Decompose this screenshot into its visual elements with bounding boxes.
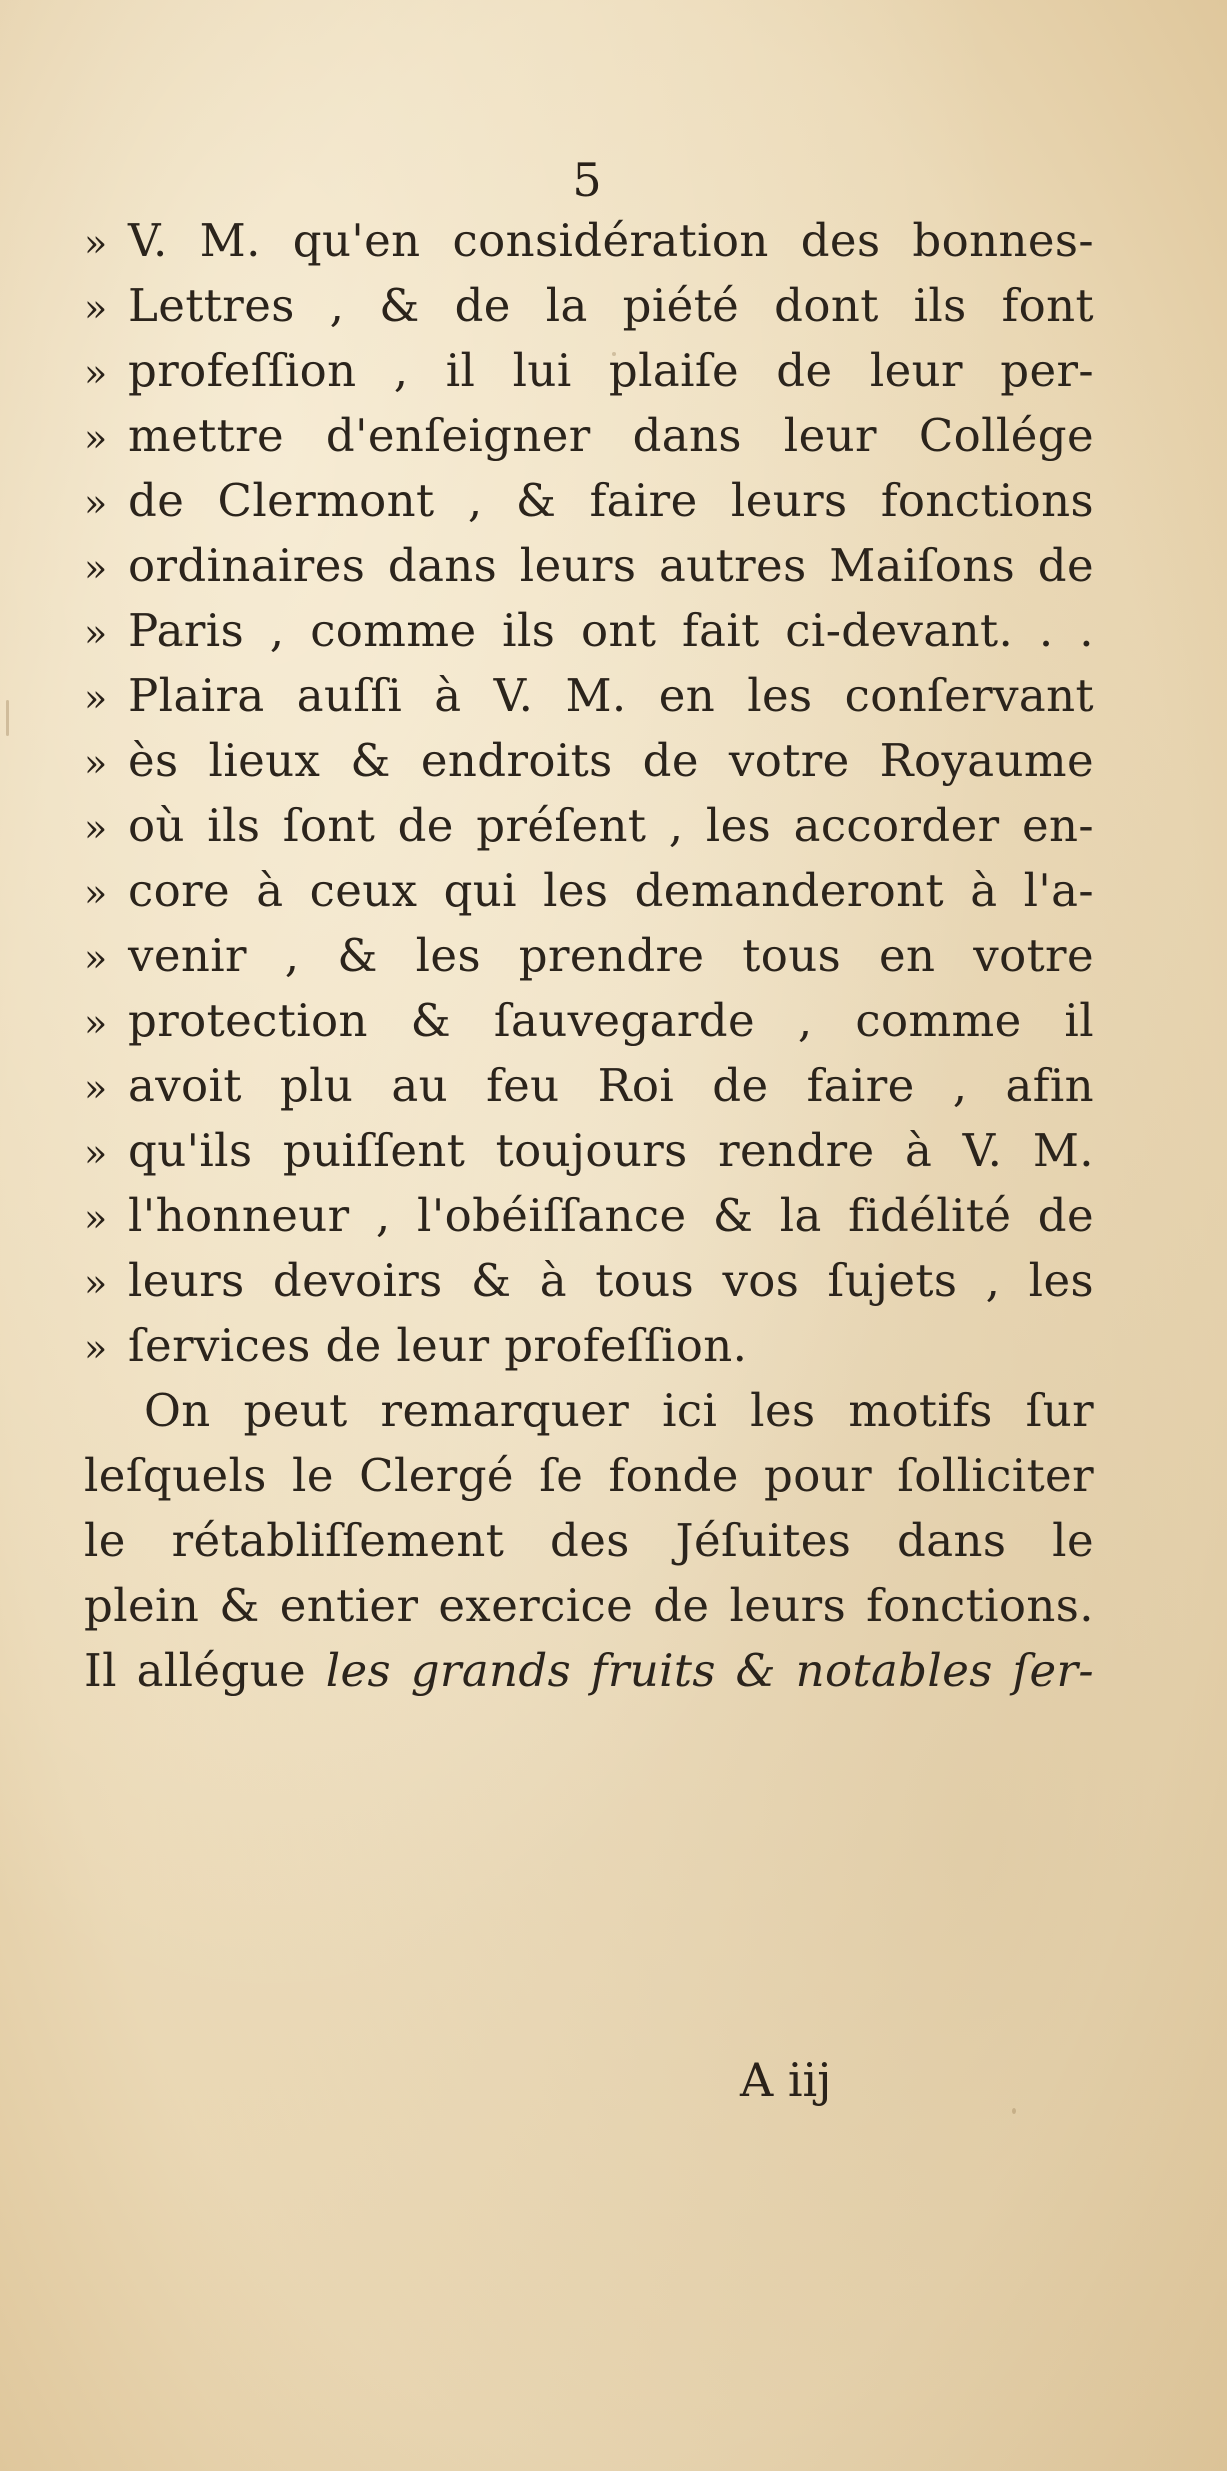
quoted-text-line [84,988,1094,1053]
line-text: ès lieux & endroits de votre Royaume [128,734,1094,787]
line-text: core à ceux qui les demanderont à l'a- [128,864,1094,917]
line-text: Lettres , & de la piété dont ils font [128,279,1094,332]
line-text: Plaira auſſi à V. M. en les conſervant [128,669,1094,722]
quoted-text-line [84,273,1094,338]
quote-mark: » [84,1261,108,1305]
text-line [84,1378,1094,1443]
text-line [84,1573,1094,1638]
text-line [84,1638,1094,1703]
quoted-text-line [84,663,1094,728]
line-text: avoit plu au feu Roi de faire , afin [128,1059,1094,1112]
quote-mark: » [84,1326,108,1370]
quoted-text-line [84,338,1094,403]
line-text: leurs devoirs & à tous vos ſujets , les [128,1254,1094,1307]
quote-mark: » [84,741,108,785]
quote-mark: » [84,481,108,525]
quoted-text-line [84,208,1094,273]
line-text: le rétabliſſement des Jéſuites dans le [84,1514,1094,1567]
line-text: mettre d'enſeigner dans leur Collége [128,409,1094,462]
quote-mark: » [84,286,108,330]
quote-mark: » [84,1066,108,1110]
text-line [84,1443,1094,1508]
line-text: de Clermont , & faire leurs fonctions [128,474,1094,527]
signature-mark: A iij [740,2053,832,2107]
quote-mark: » [84,936,108,980]
line-text: Paris , comme ils ont fait ci-devant. . . [128,604,1094,657]
quoted-text-line [84,1118,1094,1183]
quote-mark: » [84,676,108,720]
quoted-text-line [84,1053,1094,1118]
line-text: venir , & les prendre tous en votre [128,929,1094,982]
quote-mark: » [84,1196,108,1240]
quote-mark: » [84,1131,108,1175]
line-text: l'honneur , l'obéiſſance & la fidélité de [128,1189,1094,1242]
line-text: profeſſion , il lui plaiſe de leur per- [128,344,1094,397]
quoted-text-line [84,793,1094,858]
quoted-text-line [84,403,1094,468]
quoted-text-line [84,923,1094,988]
quote-mark: » [84,351,108,395]
line-text: où ils ſont de préſent , les accorder en- [128,799,1094,852]
paper-mark [6,700,9,736]
quoted-text-line [84,728,1094,793]
line-text: ordinaires dans leurs autres Maiſons de [128,539,1094,592]
body-text [84,208,1094,1703]
page-number: 5 [572,153,602,207]
quote-mark: » [84,611,108,655]
text-line [84,1508,1094,1573]
quoted-text-line [84,1183,1094,1248]
quoted-text-line [84,533,1094,598]
quoted-text-line [84,598,1094,663]
line-text: plein & entier exercice de leurs fonctions. [84,1579,1094,1632]
quoted-text-line [84,468,1094,533]
line-text: qu'ils puiſſent toujours rendre à V. M. [128,1124,1094,1177]
quote-mark: » [84,1001,108,1045]
line-text: protection & ſauvegarde , comme il [128,994,1094,1047]
paper-speck [1012,2108,1016,2114]
quoted-text-line [84,1313,1094,1378]
line-text: V. M. qu'en considération des bonnes- [128,214,1094,267]
quote-mark: » [84,416,108,460]
quote-mark: » [84,221,108,265]
quoted-text-line [84,858,1094,923]
quote-mark: » [84,806,108,850]
line-text: leſquels le Clergé ſe fonde pour ſolliciter [84,1449,1094,1502]
quoted-text-line [84,1248,1094,1313]
quote-mark: » [84,546,108,590]
italic-phrase: les grands fruits & notables ſer- [325,1644,1094,1697]
line-text: On peut remarquer ici les motifs ſur [144,1384,1094,1437]
line-text: Il allégue les grands fruits & notables ſer- [84,1644,1094,1697]
quote-mark: » [84,871,108,915]
line-text: ſervices de leur profeſſion. [128,1319,748,1372]
